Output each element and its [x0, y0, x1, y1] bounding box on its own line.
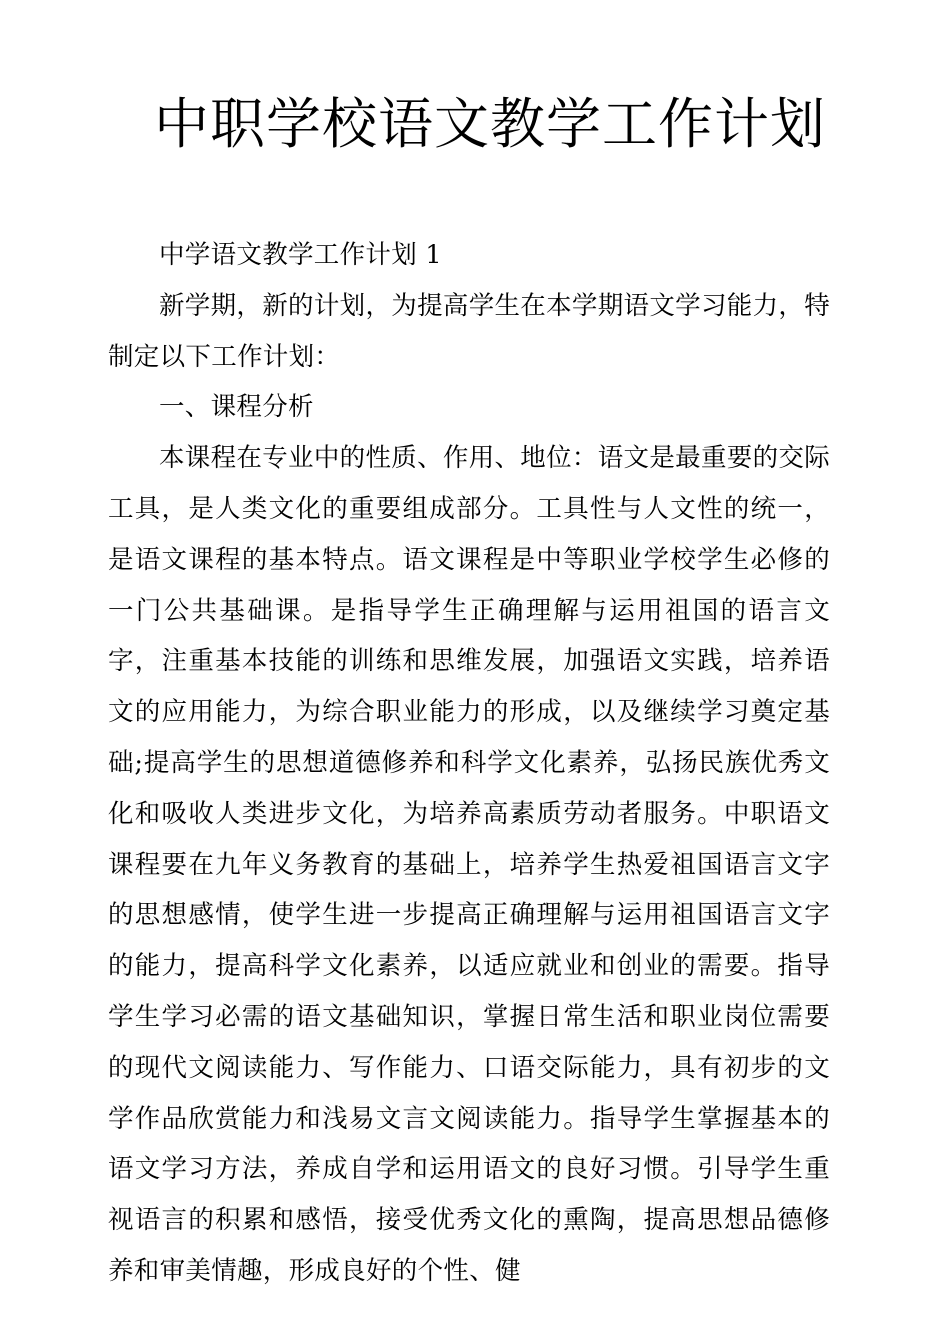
- document-body: [108, 230, 830, 1297]
- document-title: 中职学校语文教学工作计划: [153, 92, 826, 156]
- body-paragraph: 本课程在专业中的性质、作用、地位：语文是最重要的交际工具，是人类文化的重要组成部分。工具性与人文性的统一，是语文课程的基本特点。语文课程是中等职业学校学生必修的一门公共基础课。是指导学生正确理解与运用祖国的语言文字，注重基本技能的训练和思维发展，加强语文实践，培养语文的应用能力，为综合职业能力的形成，以及继续学习奠定基础;提高学生的思想道德修养和科学文化素养，弘扬民族优秀文化和吸收人类进步文化，为培养高素质劳动者服务。中职语文课程要在九年义务教育的基础上，培养学生热爱祖国语言文字的思想感情，使学生进一步提高正确理解与运用祖国语言文字的能力，提高科学文化素养，以适应就业和创业的需要。指导学生学习必需的语文基础知识，掌握日常生活和职业岗位需要的现代文阅读能力、写作能力、口语交际能力，具有初步的文学作品欣赏能力和浅易文言文阅读能力。指导学生掌握基本的语文学习方法，养成自学和运用语文的良好习惯。引导学生重视语言的积累和感悟，接受优秀文化的熏陶，提高思想品德修养和审美情趣，形成良好的个性、健: [108, 443, 830, 1286]
- intro-paragraph: 新学期，新的计划，为提高学生在本学期语文学习能力，特制定以下工作计划：: [108, 290, 830, 372]
- chapter-heading: 一、课程分析: [159, 392, 314, 423]
- section-heading: 中学语文教学工作计划 1: [159, 240, 442, 270]
